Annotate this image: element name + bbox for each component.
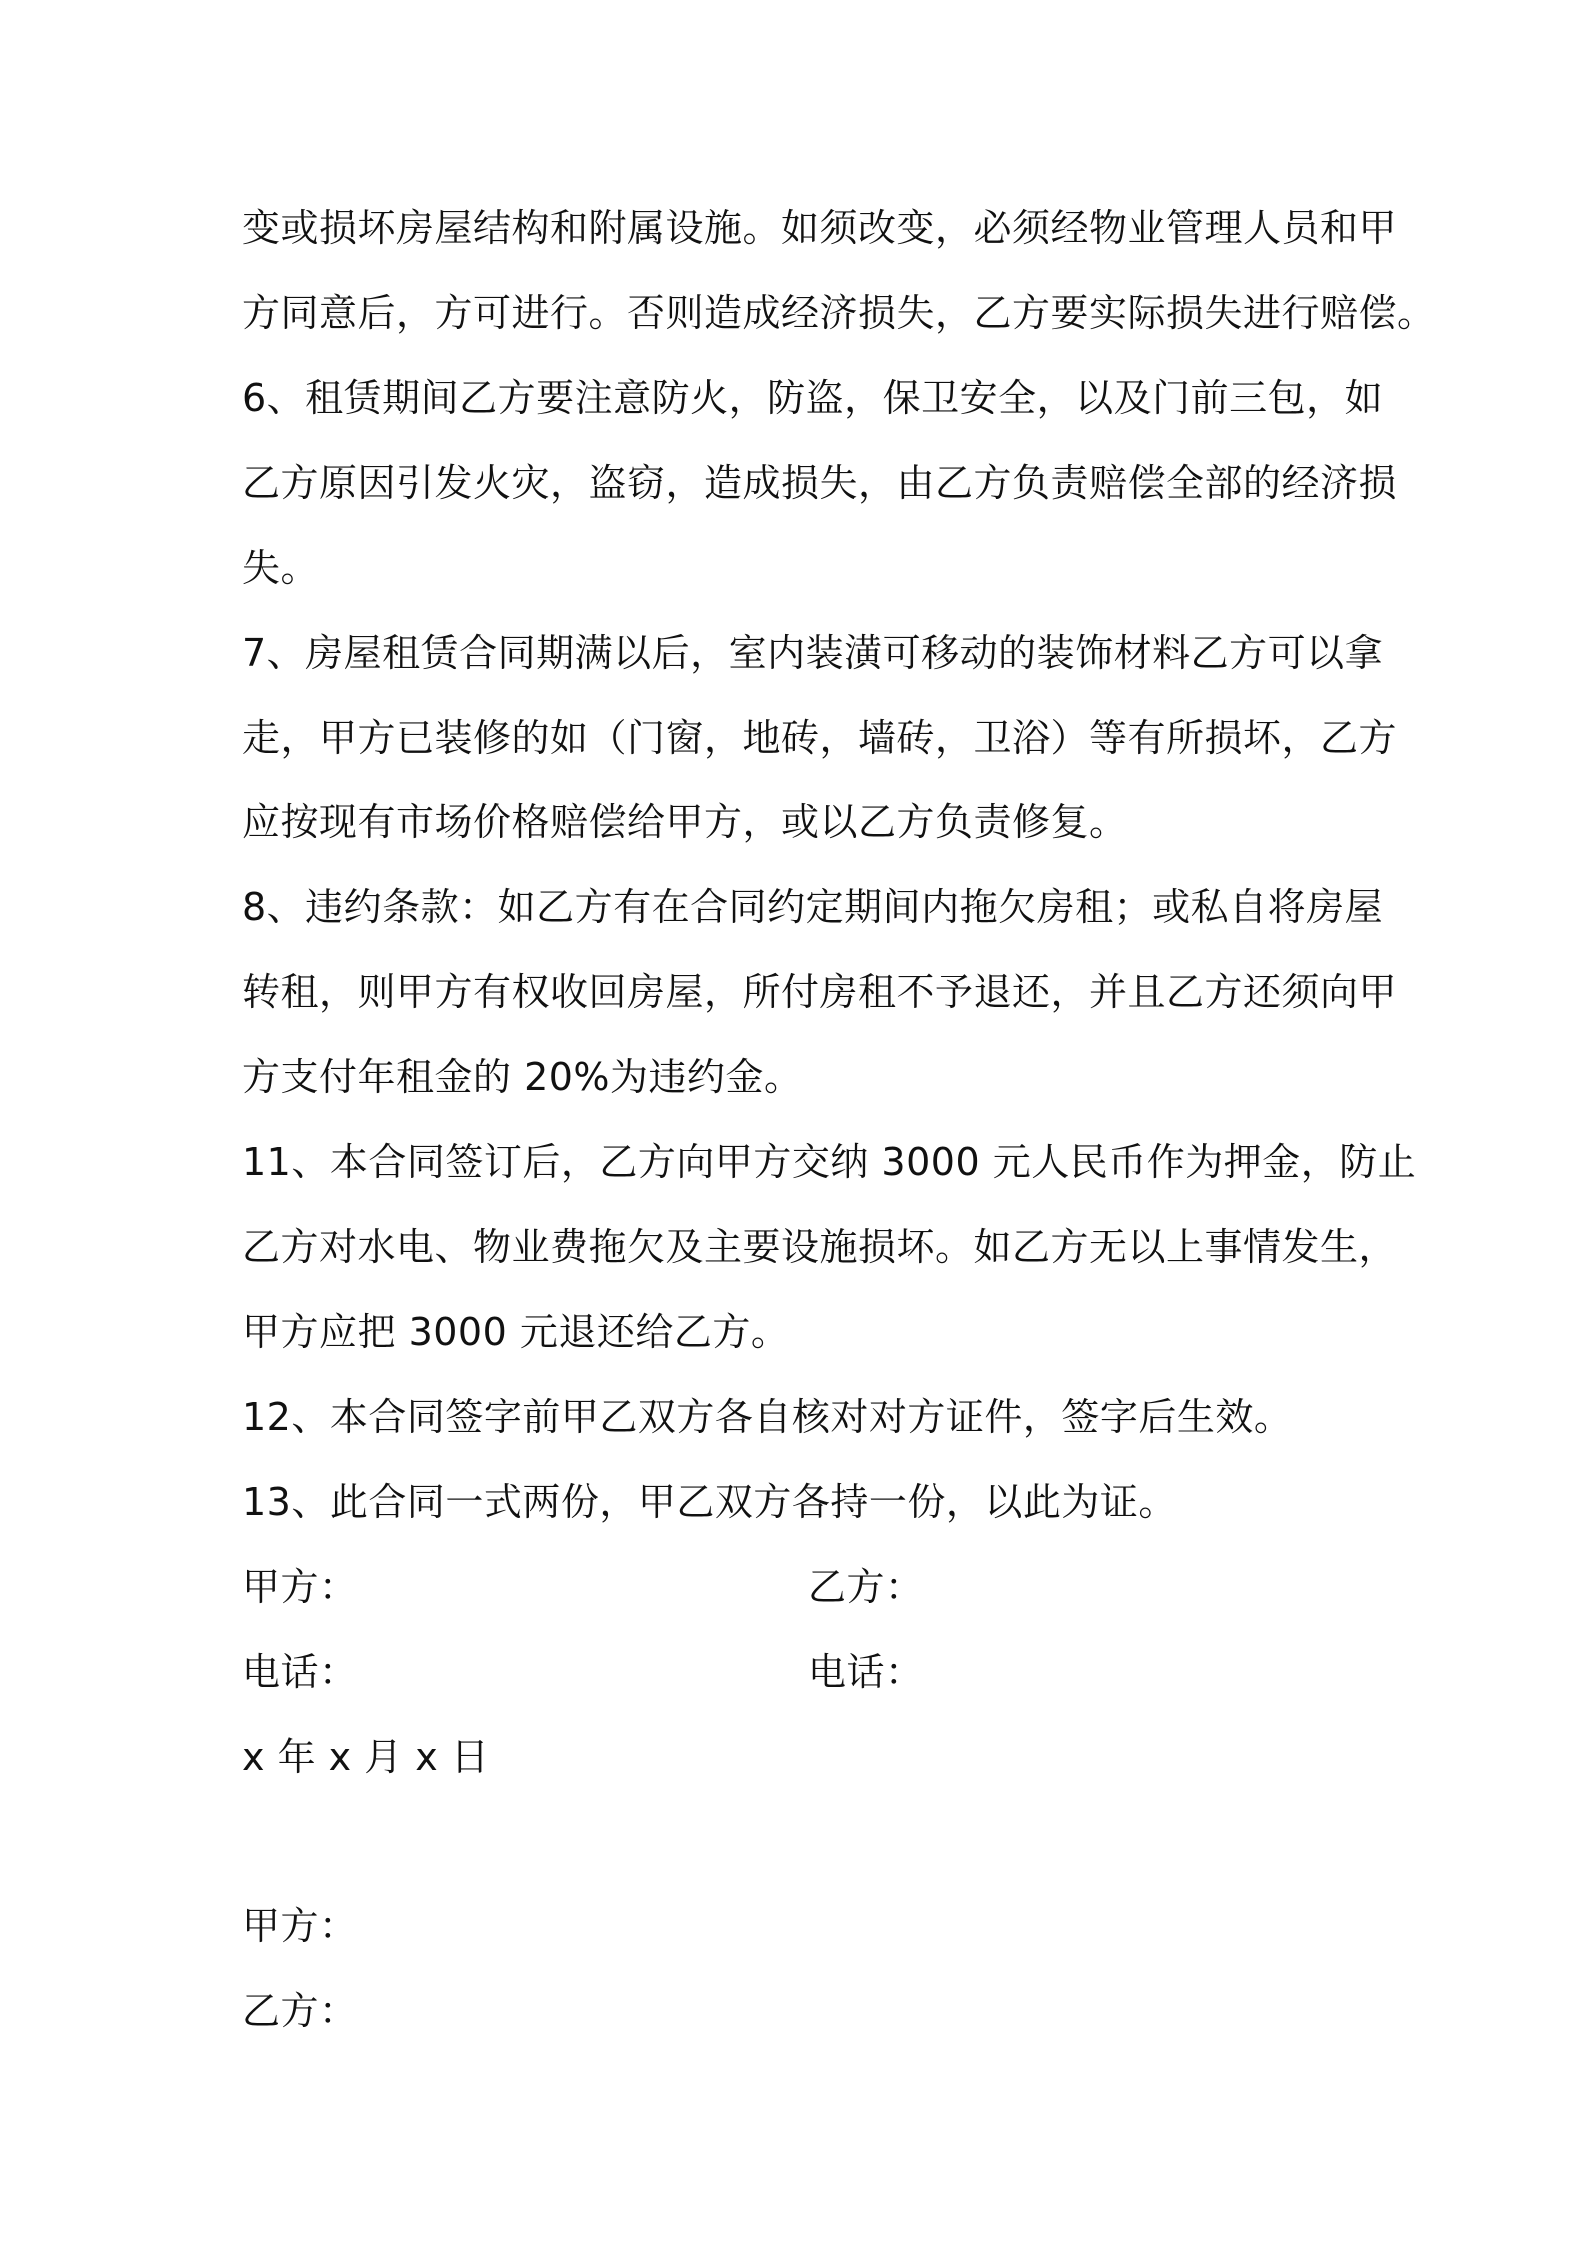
clause-line: 乙方原因引发火灾，盗窃，造成损失，由乙方负责赔偿全部的经济损: [242, 461, 1398, 505]
clause-line: 乙方对水电、物业费拖欠及主要设施损坏。如乙方无以上事情发生，: [242, 1225, 1398, 1269]
clause-line: 失。: [242, 546, 320, 590]
clause-line: 11、本合同签订后，乙方向甲方交纳 3000 元人民币作为押金，防止: [242, 1140, 1417, 1184]
clause-line: 变或损坏房屋结构和附属设施。如须改变，必须经物业管理人员和甲: [242, 206, 1398, 250]
clause-line: 走，甲方已装修的如（门窗，地砖，墙砖，卫浴）等有所损坏，乙方: [242, 716, 1398, 760]
clause-line: 甲方应把 3000 元退还给乙方。: [242, 1310, 790, 1354]
clause-line: 12、本合同签字前甲乙双方各自核对对方证件，签字后生效。: [242, 1395, 1293, 1439]
party-a-signature-label: 甲方：: [242, 1565, 358, 1609]
party-a-phone-label: 电话：: [242, 1650, 358, 1694]
footer-party-a-label: 甲方：: [242, 1904, 358, 1948]
clause-line: 转租，则甲方有权收回房屋，所付房租不予退还，并且乙方还须向甲: [242, 970, 1398, 1014]
clause-line: 13、此合同一式两份，甲乙双方各持一份，以此为证。: [242, 1480, 1177, 1524]
signing-date: x 年 x 月 x 日: [242, 1735, 490, 1779]
clause-line: 8、违约条款：如乙方有在合同约定期间内拖欠房租；或私自将房屋: [242, 885, 1384, 929]
footer-party-b-label: 乙方：: [242, 1989, 358, 2033]
clause-line: 方同意后，方可进行。否则造成经济损失，乙方要实际损失进行赔偿。: [242, 291, 1436, 335]
clause-line: 6、租赁期间乙方要注意防火，防盗，保卫安全，以及门前三包，如: [242, 376, 1384, 420]
clause-line: 应按现有市场价格赔偿给甲方，或以乙方负责修复。: [242, 800, 1128, 844]
clause-line: 方支付年租金的 20%为违约金。: [242, 1055, 803, 1099]
party-b-signature-label: 乙方：: [808, 1565, 924, 1609]
party-b-phone-label: 电话：: [808, 1650, 924, 1694]
clause-line: 7、房屋租赁合同期满以后，室内装潢可移动的装饰材料乙方可以拿: [242, 631, 1384, 675]
